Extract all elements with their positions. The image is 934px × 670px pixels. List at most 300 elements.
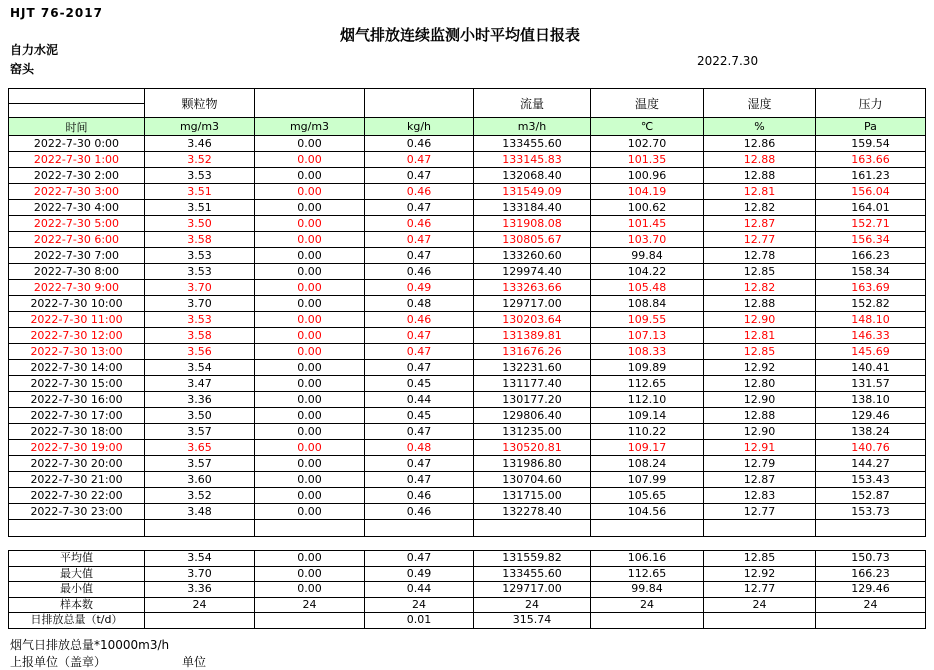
summary-value: 12.77 bbox=[704, 582, 816, 598]
value-cell: 0.00 bbox=[255, 200, 365, 216]
value-cell: 130805.67 bbox=[474, 232, 591, 248]
value-cell: 3.70 bbox=[145, 296, 255, 312]
value-cell: 12.81 bbox=[704, 328, 816, 344]
value-cell: 108.84 bbox=[591, 296, 704, 312]
value-cell: 12.90 bbox=[704, 392, 816, 408]
time-header: 时间 bbox=[9, 118, 145, 136]
value-cell: 0.00 bbox=[255, 168, 365, 184]
param-header: 湿度 bbox=[704, 89, 816, 118]
value-cell: 12.91 bbox=[704, 440, 816, 456]
summary-label: 日排放总量（t/d） bbox=[9, 613, 145, 629]
value-cell: 105.65 bbox=[591, 488, 704, 504]
value-cell: 0.47 bbox=[365, 344, 474, 360]
value-cell: 0.47 bbox=[365, 456, 474, 472]
summary-label: 最小值 bbox=[9, 582, 145, 598]
value-cell: 0.46 bbox=[365, 216, 474, 232]
summary-value: 0.00 bbox=[255, 551, 365, 567]
value-cell: 12.77 bbox=[704, 504, 816, 520]
value-cell: 3.48 bbox=[145, 504, 255, 520]
value-cell: 3.50 bbox=[145, 216, 255, 232]
value-cell: 3.60 bbox=[145, 472, 255, 488]
summary-label: 样本数 bbox=[9, 597, 145, 613]
summary-value: 131559.82 bbox=[474, 551, 591, 567]
value-cell: 107.13 bbox=[591, 328, 704, 344]
summary-value: 0.00 bbox=[255, 582, 365, 598]
value-cell: 12.87 bbox=[704, 472, 816, 488]
value-cell: 0.00 bbox=[255, 408, 365, 424]
value-cell: 161.23 bbox=[816, 168, 926, 184]
value-cell: 0.00 bbox=[255, 152, 365, 168]
time-cell: 2022-7-30 22:00 bbox=[9, 488, 145, 504]
value-cell: 102.70 bbox=[591, 136, 704, 152]
value-cell: 12.88 bbox=[704, 152, 816, 168]
value-cell: 3.51 bbox=[145, 200, 255, 216]
parameter-header-row bbox=[9, 89, 926, 118]
summary-label: 最大值 bbox=[9, 566, 145, 582]
value-cell: 129806.40 bbox=[474, 408, 591, 424]
value-cell: 0.48 bbox=[365, 440, 474, 456]
value-cell: 3.57 bbox=[145, 424, 255, 440]
summary-value bbox=[704, 613, 816, 629]
value-cell: 0.48 bbox=[365, 296, 474, 312]
table-row bbox=[9, 184, 926, 200]
summary-value bbox=[255, 613, 365, 629]
value-cell: 131676.26 bbox=[474, 344, 591, 360]
value-cell: 129.46 bbox=[816, 408, 926, 424]
time-cell: 2022-7-30 1:00 bbox=[9, 152, 145, 168]
table-row bbox=[9, 168, 926, 184]
value-cell: 133184.40 bbox=[474, 200, 591, 216]
table-row bbox=[9, 392, 926, 408]
value-cell: 130704.60 bbox=[474, 472, 591, 488]
value-cell: 3.65 bbox=[145, 440, 255, 456]
report-unit-label: 上报单位（盖章） bbox=[10, 655, 107, 669]
summary-value: 24 bbox=[474, 597, 591, 613]
time-cell: 2022-7-30 20:00 bbox=[9, 456, 145, 472]
value-cell: 12.90 bbox=[704, 312, 816, 328]
value-cell: 0.47 bbox=[365, 232, 474, 248]
summary-value: 3.36 bbox=[145, 582, 255, 598]
summary-value: 315.74 bbox=[474, 613, 591, 629]
value-cell: 163.69 bbox=[816, 280, 926, 296]
value-cell: 0.47 bbox=[365, 360, 474, 376]
summary-row bbox=[9, 582, 926, 598]
value-cell: 0.00 bbox=[255, 280, 365, 296]
corner-divider bbox=[9, 103, 145, 104]
value-cell: 0.00 bbox=[255, 216, 365, 232]
time-cell: 2022-7-30 3:00 bbox=[9, 184, 145, 200]
empty-cell bbox=[591, 520, 704, 537]
value-cell: 104.22 bbox=[591, 264, 704, 280]
summary-value: 12.85 bbox=[704, 551, 816, 567]
summary-value: 24 bbox=[145, 597, 255, 613]
value-cell: 109.17 bbox=[591, 440, 704, 456]
time-cell: 2022-7-30 13:00 bbox=[9, 344, 145, 360]
summary-value: 129.46 bbox=[816, 582, 926, 598]
value-cell: 148.10 bbox=[816, 312, 926, 328]
table-row bbox=[9, 376, 926, 392]
value-cell: 0.45 bbox=[365, 376, 474, 392]
value-cell: 3.58 bbox=[145, 232, 255, 248]
table-row bbox=[9, 488, 926, 504]
value-cell: 130177.20 bbox=[474, 392, 591, 408]
value-cell: 0.47 bbox=[365, 424, 474, 440]
value-cell: 130520.81 bbox=[474, 440, 591, 456]
data-rows bbox=[9, 136, 926, 537]
value-cell: 138.24 bbox=[816, 424, 926, 440]
summary-value: 24 bbox=[816, 597, 926, 613]
value-cell: 12.80 bbox=[704, 376, 816, 392]
value-cell: 104.19 bbox=[591, 184, 704, 200]
value-cell: 132231.60 bbox=[474, 360, 591, 376]
unit-header: % bbox=[704, 118, 816, 136]
empty-cell bbox=[704, 520, 816, 537]
value-cell: 12.82 bbox=[704, 280, 816, 296]
total-emission-note: 烟气日排放总量*10000m3/h bbox=[10, 638, 170, 652]
value-cell: 99.84 bbox=[591, 248, 704, 264]
value-cell: 131.57 bbox=[816, 376, 926, 392]
summary-value: 112.65 bbox=[591, 566, 704, 582]
value-cell: 3.53 bbox=[145, 264, 255, 280]
value-cell: 12.88 bbox=[704, 296, 816, 312]
param-header bbox=[365, 89, 474, 118]
value-cell: 3.53 bbox=[145, 312, 255, 328]
param-header: 颗粒物 bbox=[145, 89, 255, 118]
value-cell: 3.36 bbox=[145, 392, 255, 408]
value-cell: 0.00 bbox=[255, 488, 365, 504]
value-cell: 0.46 bbox=[365, 136, 474, 152]
value-cell: 109.55 bbox=[591, 312, 704, 328]
table-row bbox=[9, 152, 926, 168]
value-cell: 131908.08 bbox=[474, 216, 591, 232]
value-cell: 0.00 bbox=[255, 296, 365, 312]
value-cell: 3.53 bbox=[145, 168, 255, 184]
value-cell: 0.44 bbox=[365, 392, 474, 408]
value-cell: 0.00 bbox=[255, 232, 365, 248]
value-cell: 104.56 bbox=[591, 504, 704, 520]
table-row bbox=[9, 248, 926, 264]
time-cell: 2022-7-30 11:00 bbox=[9, 312, 145, 328]
time-cell: 2022-7-30 21:00 bbox=[9, 472, 145, 488]
report-date: 2022.7.30 bbox=[697, 54, 759, 68]
time-cell: 2022-7-30 14:00 bbox=[9, 360, 145, 376]
summary-value: 150.73 bbox=[816, 551, 926, 567]
value-cell: 145.69 bbox=[816, 344, 926, 360]
table-row bbox=[9, 472, 926, 488]
summary-value: 133455.60 bbox=[474, 566, 591, 582]
value-cell: 0.45 bbox=[365, 408, 474, 424]
time-cell: 2022-7-30 2:00 bbox=[9, 168, 145, 184]
value-cell: 12.83 bbox=[704, 488, 816, 504]
value-cell: 107.99 bbox=[591, 472, 704, 488]
summary-row bbox=[9, 613, 926, 629]
summary-value bbox=[145, 613, 255, 629]
value-cell: 3.58 bbox=[145, 328, 255, 344]
value-cell: 0.47 bbox=[365, 168, 474, 184]
value-cell: 3.70 bbox=[145, 280, 255, 296]
table-row bbox=[9, 440, 926, 456]
summary-rows bbox=[9, 551, 926, 629]
value-cell: 152.71 bbox=[816, 216, 926, 232]
page-title: 烟气排放连续监测小时平均值日报表 bbox=[339, 26, 580, 44]
value-cell: 0.00 bbox=[255, 424, 365, 440]
table-row bbox=[9, 264, 926, 280]
value-cell: 0.46 bbox=[365, 488, 474, 504]
value-cell: 133260.60 bbox=[474, 248, 591, 264]
value-cell: 152.87 bbox=[816, 488, 926, 504]
summary-value: 129717.00 bbox=[474, 582, 591, 598]
time-cell: 2022-7-30 10:00 bbox=[9, 296, 145, 312]
value-cell: 131715.00 bbox=[474, 488, 591, 504]
unit-header: m3/h bbox=[474, 118, 591, 136]
summary-value: 24 bbox=[255, 597, 365, 613]
value-cell: 0.00 bbox=[255, 360, 365, 376]
value-cell: 112.10 bbox=[591, 392, 704, 408]
value-cell: 133145.83 bbox=[474, 152, 591, 168]
value-cell: 0.47 bbox=[365, 328, 474, 344]
company-name: 自力水泥 bbox=[10, 43, 59, 57]
value-cell: 129974.40 bbox=[474, 264, 591, 280]
value-cell: 140.76 bbox=[816, 440, 926, 456]
table-row bbox=[9, 216, 926, 232]
value-cell: 12.88 bbox=[704, 408, 816, 424]
summary-value: 99.84 bbox=[591, 582, 704, 598]
param-header bbox=[255, 89, 365, 118]
value-cell: 156.04 bbox=[816, 184, 926, 200]
value-cell: 103.70 bbox=[591, 232, 704, 248]
table-row bbox=[9, 200, 926, 216]
summary-table bbox=[8, 550, 926, 629]
value-cell: 0.47 bbox=[365, 472, 474, 488]
time-cell: 2022-7-30 17:00 bbox=[9, 408, 145, 424]
value-cell: 0.00 bbox=[255, 312, 365, 328]
value-cell: 0.00 bbox=[255, 248, 365, 264]
table-row bbox=[9, 424, 926, 440]
value-cell: 152.82 bbox=[816, 296, 926, 312]
value-cell: 12.90 bbox=[704, 424, 816, 440]
table-row bbox=[9, 296, 926, 312]
value-cell: 3.52 bbox=[145, 152, 255, 168]
value-cell: 3.56 bbox=[145, 344, 255, 360]
summary-value: 0.00 bbox=[255, 566, 365, 582]
summary-value bbox=[591, 613, 704, 629]
table-row bbox=[9, 456, 926, 472]
time-cell: 2022-7-30 23:00 bbox=[9, 504, 145, 520]
empty-cell bbox=[474, 520, 591, 537]
value-cell: 156.34 bbox=[816, 232, 926, 248]
value-cell: 0.46 bbox=[365, 504, 474, 520]
summary-label: 平均值 bbox=[9, 551, 145, 567]
summary-value: 12.92 bbox=[704, 566, 816, 582]
param-header: 压力 bbox=[816, 89, 926, 118]
value-cell: 0.47 bbox=[365, 152, 474, 168]
value-cell: 110.22 bbox=[591, 424, 704, 440]
empty-cell bbox=[365, 520, 474, 537]
value-cell: 0.00 bbox=[255, 376, 365, 392]
value-cell: 132278.40 bbox=[474, 504, 591, 520]
time-cell: 2022-7-30 12:00 bbox=[9, 328, 145, 344]
corner-cell bbox=[9, 89, 145, 118]
value-cell: 105.48 bbox=[591, 280, 704, 296]
value-cell: 0.00 bbox=[255, 328, 365, 344]
summary-value bbox=[816, 613, 926, 629]
value-cell: 131389.81 bbox=[474, 328, 591, 344]
monitoring-table bbox=[8, 88, 926, 537]
value-cell: 159.54 bbox=[816, 136, 926, 152]
value-cell: 12.79 bbox=[704, 456, 816, 472]
value-cell: 0.00 bbox=[255, 264, 365, 280]
table-row bbox=[9, 312, 926, 328]
value-cell: 0.00 bbox=[255, 456, 365, 472]
value-cell: 101.45 bbox=[591, 216, 704, 232]
time-cell: 2022-7-30 5:00 bbox=[9, 216, 145, 232]
value-cell: 100.62 bbox=[591, 200, 704, 216]
value-cell: 153.43 bbox=[816, 472, 926, 488]
empty-cell bbox=[255, 520, 365, 537]
summary-value: 24 bbox=[365, 597, 474, 613]
standard-number: HJT 76-2017 bbox=[10, 6, 103, 20]
value-cell: 0.00 bbox=[255, 344, 365, 360]
value-cell: 163.66 bbox=[816, 152, 926, 168]
time-cell: 2022-7-30 16:00 bbox=[9, 392, 145, 408]
value-cell: 130203.64 bbox=[474, 312, 591, 328]
unit-header-row bbox=[9, 118, 926, 136]
summary-value: 3.54 bbox=[145, 551, 255, 567]
value-cell: 3.57 bbox=[145, 456, 255, 472]
summary-row bbox=[9, 551, 926, 567]
unit-header: Pa bbox=[816, 118, 926, 136]
value-cell: 12.85 bbox=[704, 344, 816, 360]
table-row bbox=[9, 136, 926, 152]
value-cell: 3.51 bbox=[145, 184, 255, 200]
value-cell: 133263.66 bbox=[474, 280, 591, 296]
time-cell: 2022-7-30 18:00 bbox=[9, 424, 145, 440]
value-cell: 12.87 bbox=[704, 216, 816, 232]
value-cell: 12.92 bbox=[704, 360, 816, 376]
table-row bbox=[9, 232, 926, 248]
unit-header: kg/h bbox=[365, 118, 474, 136]
table-row bbox=[9, 408, 926, 424]
value-cell: 3.47 bbox=[145, 376, 255, 392]
value-cell: 0.00 bbox=[255, 472, 365, 488]
value-cell: 3.54 bbox=[145, 360, 255, 376]
empty-cell bbox=[9, 520, 145, 537]
value-cell: 0.00 bbox=[255, 392, 365, 408]
summary-value: 24 bbox=[704, 597, 816, 613]
value-cell: 109.14 bbox=[591, 408, 704, 424]
summary-row bbox=[9, 597, 926, 613]
value-cell: 112.65 bbox=[591, 376, 704, 392]
value-cell: 153.73 bbox=[816, 504, 926, 520]
param-header: 流量 bbox=[474, 89, 591, 118]
value-cell: 166.23 bbox=[816, 248, 926, 264]
station-name: 窑头 bbox=[10, 62, 35, 76]
value-cell: 131549.09 bbox=[474, 184, 591, 200]
value-cell: 131235.00 bbox=[474, 424, 591, 440]
unit-label: 单位 bbox=[182, 655, 207, 669]
value-cell: 12.81 bbox=[704, 184, 816, 200]
value-cell: 0.49 bbox=[365, 280, 474, 296]
value-cell: 0.00 bbox=[255, 136, 365, 152]
time-cell: 2022-7-30 15:00 bbox=[9, 376, 145, 392]
value-cell: 101.35 bbox=[591, 152, 704, 168]
value-cell: 0.46 bbox=[365, 184, 474, 200]
time-cell: 2022-7-30 8:00 bbox=[9, 264, 145, 280]
value-cell: 146.33 bbox=[816, 328, 926, 344]
table-row bbox=[9, 504, 926, 520]
blank-row bbox=[9, 520, 926, 537]
unit-header: mg/m3 bbox=[145, 118, 255, 136]
table-row bbox=[9, 280, 926, 296]
value-cell: 0.00 bbox=[255, 184, 365, 200]
value-cell: 0.46 bbox=[365, 264, 474, 280]
param-header: 温度 bbox=[591, 89, 704, 118]
value-cell: 158.34 bbox=[816, 264, 926, 280]
value-cell: 0.00 bbox=[255, 504, 365, 520]
value-cell: 0.00 bbox=[255, 440, 365, 456]
value-cell: 129717.00 bbox=[474, 296, 591, 312]
value-cell: 3.53 bbox=[145, 248, 255, 264]
summary-value: 166.23 bbox=[816, 566, 926, 582]
time-cell: 2022-7-30 0:00 bbox=[9, 136, 145, 152]
summary-value: 0.01 bbox=[365, 613, 474, 629]
value-cell: 0.47 bbox=[365, 248, 474, 264]
value-cell: 131177.40 bbox=[474, 376, 591, 392]
value-cell: 12.88 bbox=[704, 168, 816, 184]
value-cell: 12.78 bbox=[704, 248, 816, 264]
value-cell: 12.85 bbox=[704, 264, 816, 280]
unit-header: ℃ bbox=[591, 118, 704, 136]
summary-value: 3.70 bbox=[145, 566, 255, 582]
value-cell: 12.82 bbox=[704, 200, 816, 216]
value-cell: 132068.40 bbox=[474, 168, 591, 184]
empty-cell bbox=[145, 520, 255, 537]
unit-header: mg/m3 bbox=[255, 118, 365, 136]
time-cell: 2022-7-30 6:00 bbox=[9, 232, 145, 248]
value-cell: 3.50 bbox=[145, 408, 255, 424]
value-cell: 108.33 bbox=[591, 344, 704, 360]
table-row bbox=[9, 328, 926, 344]
table-row bbox=[9, 344, 926, 360]
value-cell: 164.01 bbox=[816, 200, 926, 216]
summary-value: 0.49 bbox=[365, 566, 474, 582]
summary-row bbox=[9, 566, 926, 582]
value-cell: 3.52 bbox=[145, 488, 255, 504]
value-cell: 140.41 bbox=[816, 360, 926, 376]
table-row bbox=[9, 360, 926, 376]
value-cell: 109.89 bbox=[591, 360, 704, 376]
summary-value: 24 bbox=[591, 597, 704, 613]
value-cell: 133455.60 bbox=[474, 136, 591, 152]
value-cell: 131986.80 bbox=[474, 456, 591, 472]
value-cell: 12.77 bbox=[704, 232, 816, 248]
summary-value: 0.47 bbox=[365, 551, 474, 567]
summary-value: 106.16 bbox=[591, 551, 704, 567]
value-cell: 0.46 bbox=[365, 312, 474, 328]
value-cell: 3.46 bbox=[145, 136, 255, 152]
time-cell: 2022-7-30 4:00 bbox=[9, 200, 145, 216]
empty-cell bbox=[816, 520, 926, 537]
time-cell: 2022-7-30 19:00 bbox=[9, 440, 145, 456]
value-cell: 100.96 bbox=[591, 168, 704, 184]
value-cell: 108.24 bbox=[591, 456, 704, 472]
value-cell: 12.86 bbox=[704, 136, 816, 152]
summary-value: 0.44 bbox=[365, 582, 474, 598]
value-cell: 0.47 bbox=[365, 200, 474, 216]
value-cell: 144.27 bbox=[816, 456, 926, 472]
time-cell: 2022-7-30 9:00 bbox=[9, 280, 145, 296]
value-cell: 138.10 bbox=[816, 392, 926, 408]
